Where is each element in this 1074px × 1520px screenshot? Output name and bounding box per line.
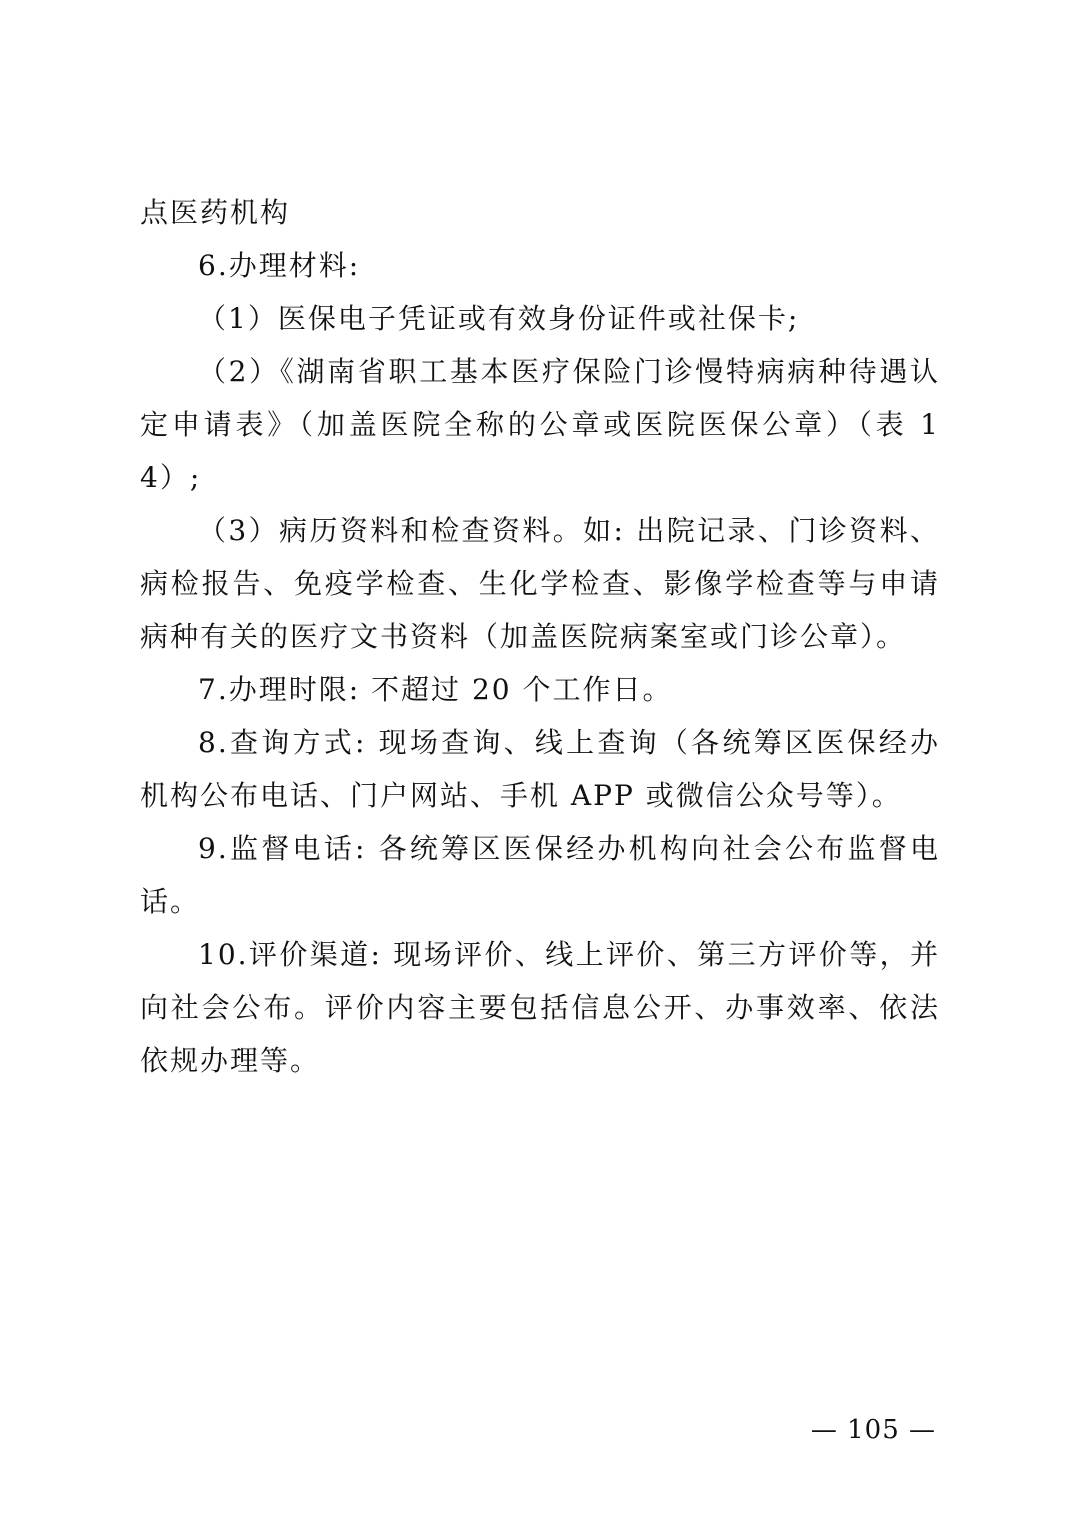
paragraph-time-limit: 7.办理时限: 不超过 20 个工作日。 [198,673,673,706]
paragraph-material-1: （1）医保电子凭证或有效身份证件或社保卡; [198,302,800,335]
paragraph-material-2: （2）《湖南省职工基本医疗保险门诊慢特病病种待遇认定申请表》（加盖医院全称的公章或医院医保公章）（表 14）; [140,355,940,494]
paragraph-query-method: 8.查询方式: 现场查询、线上查询（各统筹区医保经办机构公布电话、门户网站、手机 APP 或微信公众号等）。 [140,726,940,812]
paragraph-continuation: 点医药机构 [140,196,291,229]
paragraph-evaluation-channel: 10.评价渠道: 现场评价、线上评价、第三方评价等，并向社会公布。评价内容主要包括信息公开、办事效率、依法依规办理等。 [140,938,940,1077]
page-number: — 105 — [810,1415,936,1445]
paragraph-materials-heading: 6.办理材料: [198,249,361,282]
paragraph-supervision-phone: 9.监督电话: 各统筹区医保经办机构向社会公布监督电话。 [140,832,940,918]
paragraph-material-3: （3）病历资料和检查资料。如: 出院记录、门诊资料、病检报告、免疫学检查、生化学检查、影像学检查等与申请病种有关的医疗文书资料（加盖医院病案室或门诊公章）。 [140,514,940,653]
document-body [140,186,940,1087]
